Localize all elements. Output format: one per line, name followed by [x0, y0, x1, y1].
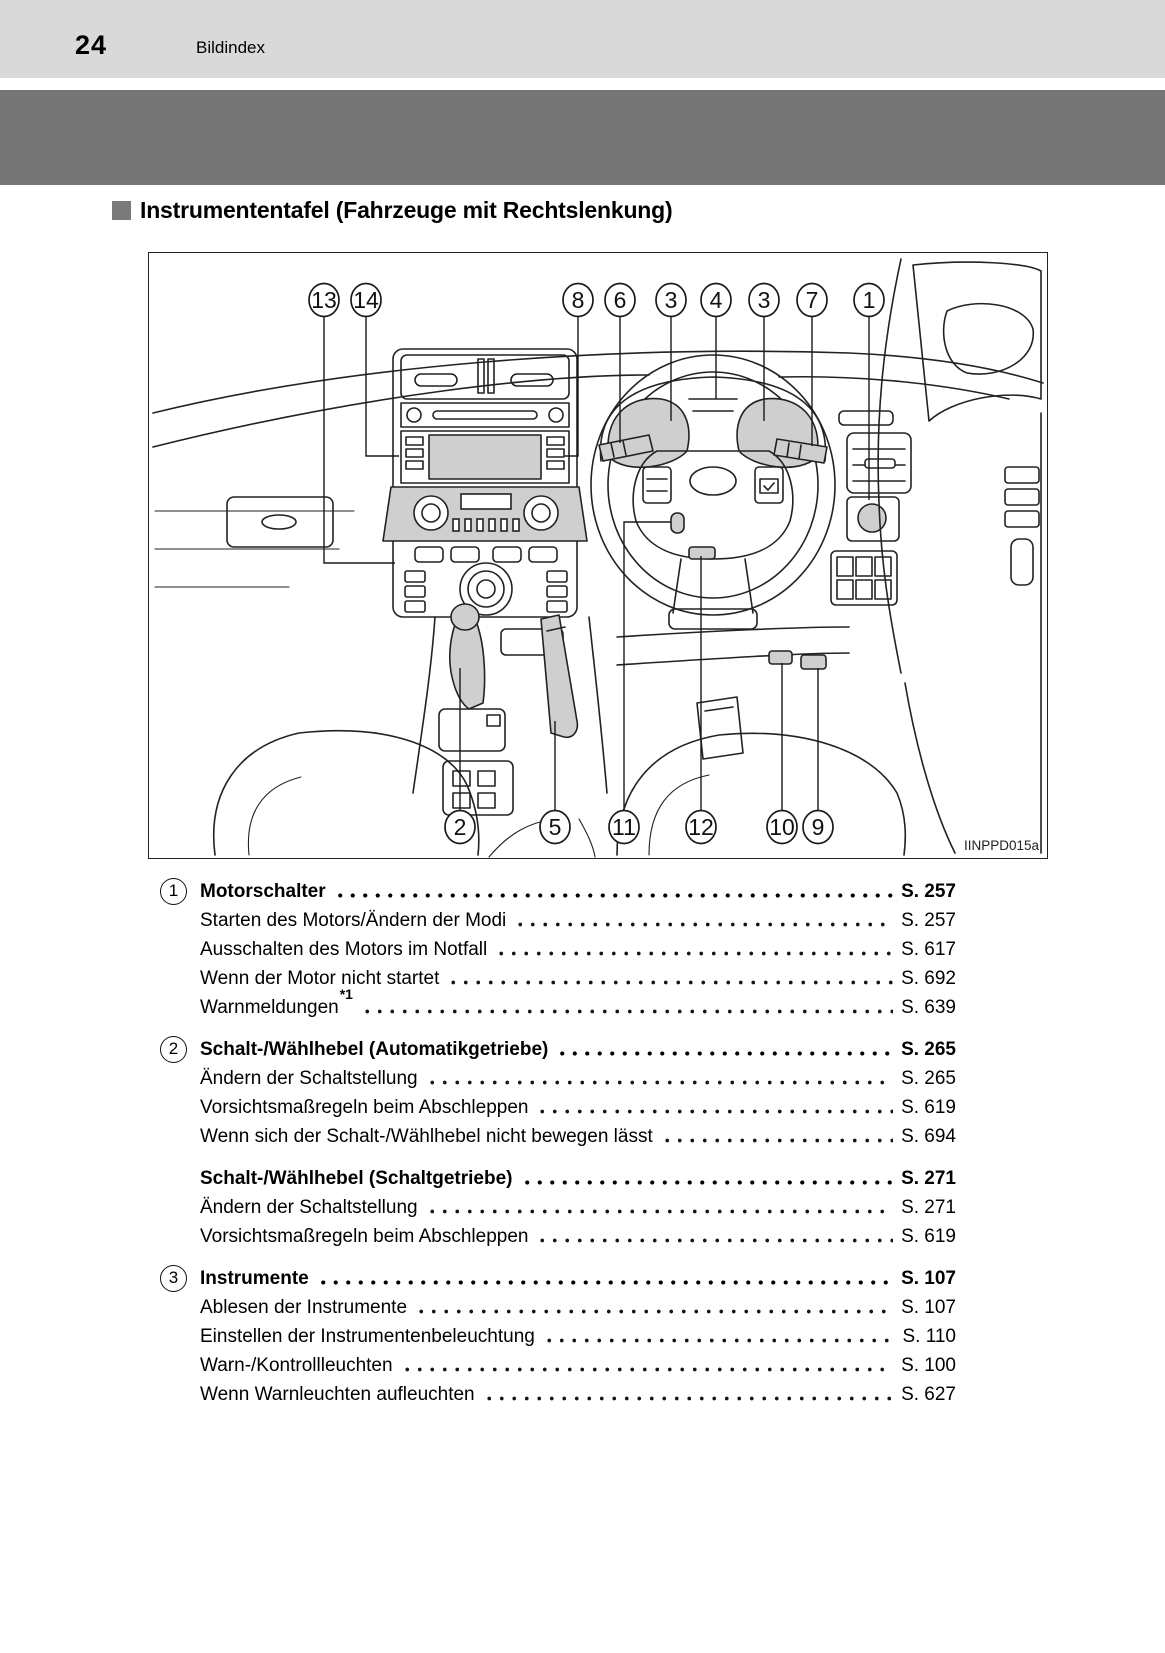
footnote-marker: *1 — [339, 986, 353, 1002]
callout-number: 11 — [612, 814, 636, 840]
section-heading-text: Instrumententafel (Fahrzeuge mit Rechtslenkung) — [140, 197, 673, 223]
center-stack — [383, 349, 587, 617]
entry-page-reference: S. 619 — [901, 1097, 956, 1118]
entry-page-reference: S. 265 — [901, 1068, 956, 1089]
entry-label: Einstellen der Instrumentenbeleuchtung — [200, 1326, 535, 1347]
entry-label: Schalt-/Wählhebel (Schaltgetriebe) — [200, 1168, 513, 1189]
entry-page-reference: S. 619 — [901, 1226, 956, 1247]
callout-number: 12 — [688, 814, 714, 840]
entry-label: Warnmeldungen$^{*1}$ — [200, 986, 353, 1018]
entry-page-reference: S. 617 — [901, 939, 956, 960]
callout-leader-line — [624, 522, 671, 811]
index-entry — [150, 1350, 956, 1379]
callout-number: 13 — [311, 287, 337, 313]
lower-switch-left — [769, 651, 792, 664]
callout-number: 10 — [769, 814, 795, 840]
callout-number: 4 — [709, 287, 723, 313]
dot-leader — [334, 876, 893, 905]
dashboard-figure — [148, 252, 1048, 859]
item-number-circle: 1 — [160, 878, 187, 905]
index-entry — [150, 1163, 956, 1192]
entry-page-reference: S. 694 — [901, 1126, 956, 1147]
entry-page-reference: S. 100 — [901, 1355, 956, 1376]
dot-leader — [514, 905, 893, 934]
callout-12 — [686, 556, 716, 844]
entry-label: Warn-/Kontrollleuchten — [200, 1355, 393, 1376]
pedal — [697, 697, 743, 759]
callout-9 — [803, 668, 833, 844]
callout-4 — [701, 284, 731, 400]
index-group — [150, 876, 956, 1021]
entry-page-reference: S. 692 — [901, 968, 956, 989]
callout-number: 14 — [353, 287, 379, 313]
door-and-pillar — [878, 259, 1041, 853]
entry-page-reference: S. 107 — [901, 1297, 956, 1318]
callout-number: 2 — [453, 814, 467, 840]
header-bar — [0, 0, 1165, 78]
index-entry — [150, 1321, 956, 1350]
callout-leader-line — [366, 316, 399, 456]
entry-page-reference: S. 265 — [901, 1039, 956, 1060]
dot-leader — [536, 1092, 893, 1121]
callout-14 — [351, 284, 399, 457]
index-entry — [150, 905, 956, 934]
index-group — [150, 1163, 956, 1250]
parking-brake-lever — [541, 615, 577, 737]
callout-13 — [309, 284, 395, 564]
entry-label: Vorsichtsmaßregeln beim Abschleppen — [200, 1226, 529, 1247]
index-entry — [150, 1121, 956, 1150]
dot-leader — [483, 1379, 893, 1408]
entry-page-reference: S. 271 — [901, 1197, 956, 1218]
callout-number: 6 — [613, 287, 627, 313]
entry-label: Wenn sich der Schalt-/Wählhebel nicht bewegen lässt — [200, 1126, 653, 1147]
dot-leader — [556, 1034, 893, 1063]
entry-label: Motorschalter — [200, 881, 326, 902]
entry-label: Wenn der Motor nicht startet — [200, 968, 440, 989]
callout-8 — [563, 284, 593, 457]
callout-number: 7 — [805, 287, 819, 313]
entry-page-reference: S. 110 — [902, 1326, 956, 1347]
callouts — [309, 284, 884, 844]
entry-page-reference: S. 271 — [901, 1168, 956, 1189]
entry-label: Wenn Warnleuchten aufleuchten — [200, 1384, 475, 1405]
steering-wheel — [591, 355, 835, 629]
dot-leader — [447, 963, 893, 992]
dot-leader — [317, 1263, 893, 1292]
lower-switch-right — [801, 655, 826, 669]
entry-page-reference: S. 107 — [901, 1268, 956, 1289]
index-group — [150, 1034, 956, 1150]
callout-5 — [540, 721, 570, 844]
entry-page-reference: S. 257 — [901, 910, 956, 931]
index-list — [150, 876, 956, 1408]
callout-leader-line — [324, 316, 395, 563]
callout-number: 3 — [664, 287, 678, 313]
index-entry — [150, 1379, 956, 1408]
dot-leader — [415, 1292, 893, 1321]
index-entry — [150, 1292, 956, 1321]
dot-leader — [521, 1163, 894, 1192]
callout-11 — [609, 522, 671, 844]
dashboard-diagram — [149, 253, 1047, 858]
dot-leader — [426, 1192, 893, 1221]
index-entry — [150, 986, 956, 1021]
index-entry — [150, 876, 956, 905]
engine-switch — [858, 504, 886, 532]
index-entry — [150, 934, 956, 963]
index-entry — [150, 1034, 956, 1063]
chapter-banner — [0, 90, 1165, 185]
index-entry — [150, 1263, 956, 1292]
dot-leader — [543, 1321, 895, 1350]
index-entry — [150, 1092, 956, 1121]
entry-page-reference: S. 257 — [901, 881, 956, 902]
square-bullet-icon — [112, 201, 131, 220]
index-entry — [150, 1192, 956, 1221]
dot-leader — [401, 1350, 894, 1379]
figure-label: IINPPD015a — [963, 838, 1039, 853]
dashboard-outline — [153, 351, 1043, 587]
index-entry — [150, 1221, 956, 1250]
entry-label: Ändern der Schaltstellung — [200, 1197, 418, 1218]
dot-leader — [495, 934, 893, 963]
dot-leader — [361, 992, 893, 1021]
entry-label: Ablesen der Instrumente — [200, 1297, 408, 1318]
page-number: 24 — [75, 30, 108, 60]
callout-10 — [767, 663, 797, 844]
section-title: Bildindex — [196, 38, 265, 57]
item-number-circle: 3 — [160, 1265, 187, 1292]
callout-number: 5 — [548, 814, 562, 840]
entry-label: Starten des Motors/Ändern der Modi — [200, 910, 507, 931]
entry-page-reference: S. 639 — [901, 997, 956, 1018]
entry-label: Schalt-/Wählhebel (Automatikgetriebe) — [200, 1039, 549, 1060]
callout-number: 3 — [757, 287, 771, 313]
entry-label: Instrumente — [200, 1268, 309, 1289]
dot-leader — [536, 1221, 893, 1250]
section-heading — [112, 197, 672, 224]
callout-number: 8 — [571, 287, 585, 313]
callout-number: 1 — [862, 287, 876, 313]
callout-number: 9 — [811, 814, 825, 840]
entry-label: Vorsichtsmaßregeln beim Abschleppen — [200, 1097, 529, 1118]
item-number-circle: 2 — [160, 1036, 187, 1063]
dot-leader — [426, 1063, 893, 1092]
column-knob — [671, 513, 684, 533]
callout-leader-line — [565, 316, 578, 456]
entry-label: Ausschalten des Motors im Notfall — [200, 939, 488, 960]
entry-label: Ändern der Schaltstellung — [200, 1068, 418, 1089]
entry-page-reference: S. 627 — [901, 1384, 956, 1405]
column-button — [689, 547, 715, 559]
index-entry — [150, 1063, 956, 1092]
center-console — [413, 604, 607, 815]
dot-leader — [661, 1121, 893, 1150]
index-group — [150, 1263, 956, 1408]
